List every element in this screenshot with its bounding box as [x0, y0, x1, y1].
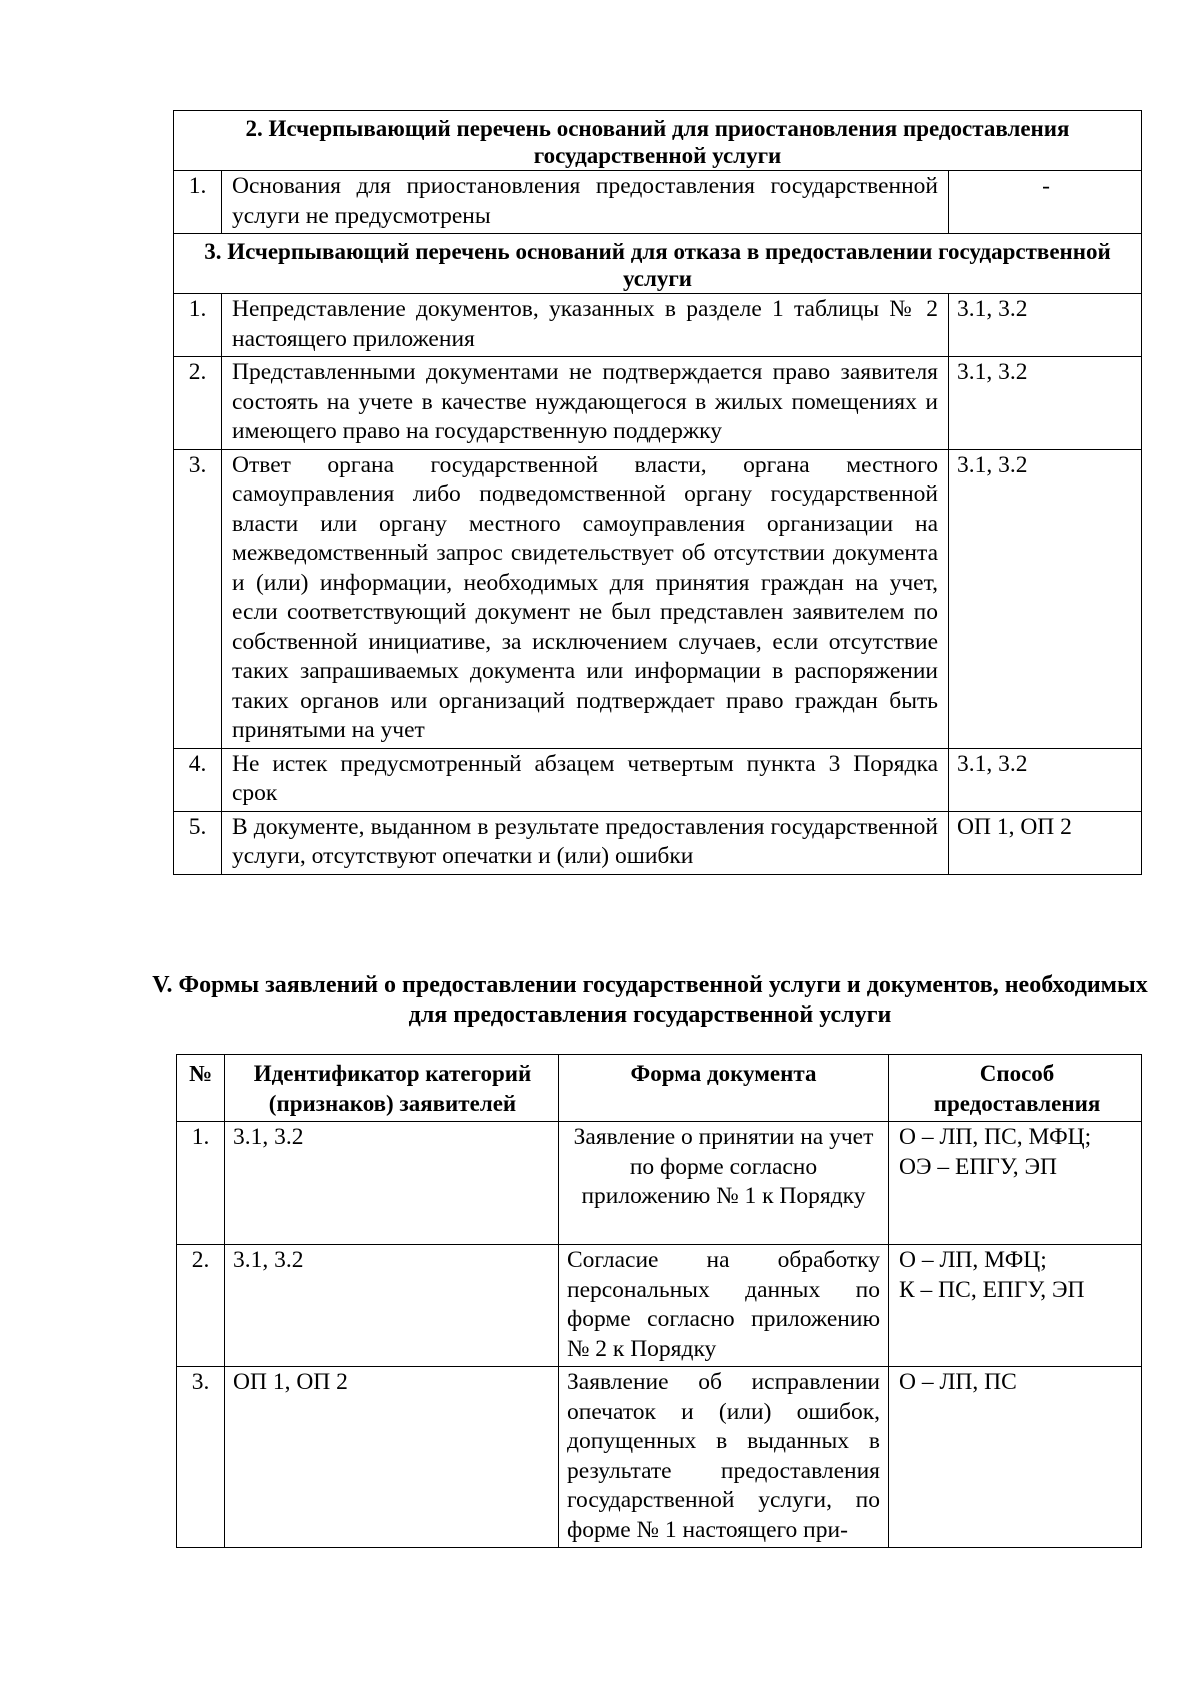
row-category: 3.1, 3.2 [949, 449, 1142, 748]
row-number: 4. [174, 748, 222, 811]
method-line: О – ЛП, ПС, МФЦ; [899, 1124, 1092, 1150]
row-number: 3. [177, 1367, 225, 1548]
table-row [174, 748, 1142, 811]
table-row [174, 811, 1142, 874]
section-header-row [174, 111, 1142, 171]
row-number: 2. [174, 357, 222, 450]
row-text: Ответ органа государственной власти, органа местного самоуправления либо подведомственной органу государственной власти или органу местного самоуправления организации на межведомственный запрос свидетельствует об отсутствии документа и (или) информации, необходимых для принятия граждан на учет, если соответствующий документ не был представлен заявителем по собственной инициативе, за исключением случаев, если отсутствие таких запрашиваемых документа или информации в распоряжении таких органов или организаций подтверждает право граждан быть принятыми на учет [222, 449, 949, 748]
row-category: 3.1, 3.2 [949, 357, 1142, 450]
forms-table [176, 1054, 1142, 1548]
section-title: 2. Исчерпывающий перечень оснований для приостановления предоставления государственной услуги [174, 111, 1142, 171]
section-title: 3. Исчерпывающий перечень оснований для отказа в предоставлении государственной услуги [174, 234, 1142, 294]
row-text: Не истек предусмотренный абзацем четвертым пункта 3 Порядка срок [222, 748, 949, 811]
header-method: Способ предоставления [889, 1055, 1142, 1122]
method-line: О – ЛП, ПС [899, 1369, 1017, 1395]
table-row [177, 1122, 1142, 1245]
table-row [177, 1367, 1142, 1548]
row-text: Непредставление документов, указанных в разделе 1 таблицы № 2 настоящего приложения [222, 294, 949, 357]
row-number: 1. [177, 1122, 225, 1245]
method-line: ОЭ – ЕПГУ, ЭП [899, 1153, 1057, 1180]
row-text: Основания для приостановления предоставления государственной услуги не предусмотрены [222, 171, 949, 234]
row-category: 3.1, 3.2 [225, 1122, 559, 1245]
row-text: В документе, выданном в результате предоставления государственной услуги, отсутствуют опечатки и (или) ошибки [222, 811, 949, 874]
row-category: ОП 1, ОП 2 [949, 811, 1142, 874]
section-header-row [174, 234, 1142, 294]
header-form: Форма документа [559, 1055, 889, 1122]
section-heading: V. Формы заявлений о предоставлении государственной услуги и документов, необходимых для предоставления государственной услуги [152, 972, 1148, 1028]
row-number: 5. [174, 811, 222, 874]
row-method [889, 1367, 1142, 1548]
row-category: 3.1, 3.2 [949, 294, 1142, 357]
row-method [889, 1245, 1142, 1367]
header-number: № [177, 1055, 225, 1122]
row-number: 3. [174, 449, 222, 748]
row-category: 3.1, 3.2 [949, 748, 1142, 811]
header-row [177, 1055, 1142, 1122]
row-form: Согласие на обработку персональных данных по форме согласно приложению № 2 к Порядку [559, 1245, 889, 1367]
method-line: К – ПС, ЕПГУ, ЭП [899, 1276, 1085, 1303]
row-form: Заявление о принятии на учет по форме согласно приложению № 1 к Порядку [559, 1122, 889, 1245]
table-row [174, 171, 1142, 234]
row-number: 1. [174, 171, 222, 234]
row-category: - [949, 171, 1142, 234]
row-category: ОП 1, ОП 2 [225, 1367, 559, 1548]
table-row [177, 1245, 1142, 1367]
row-category: 3.1, 3.2 [225, 1245, 559, 1367]
row-text: Представленными документами не подтверждается право заявителя состоять на учете в качестве нуждающегося в жилых помещениях и имеющего право на государственную поддержку [222, 357, 949, 450]
row-form: Заявление об исправлении опечаток и (или) ошибок, допущенных в выданных в результате предоставления государственной услуги, по форме № 1 настоящего при- [559, 1367, 889, 1548]
row-number: 1. [174, 294, 222, 357]
row-method [889, 1122, 1142, 1245]
table-row [174, 449, 1142, 748]
table-row [174, 294, 1142, 357]
row-number: 2. [177, 1245, 225, 1367]
table-row [174, 357, 1142, 450]
grounds-table [173, 110, 1142, 875]
header-category: Идентификатор категорий (признаков) заявителей [225, 1055, 559, 1122]
method-line: О – ЛП, МФЦ; [899, 1247, 1047, 1273]
